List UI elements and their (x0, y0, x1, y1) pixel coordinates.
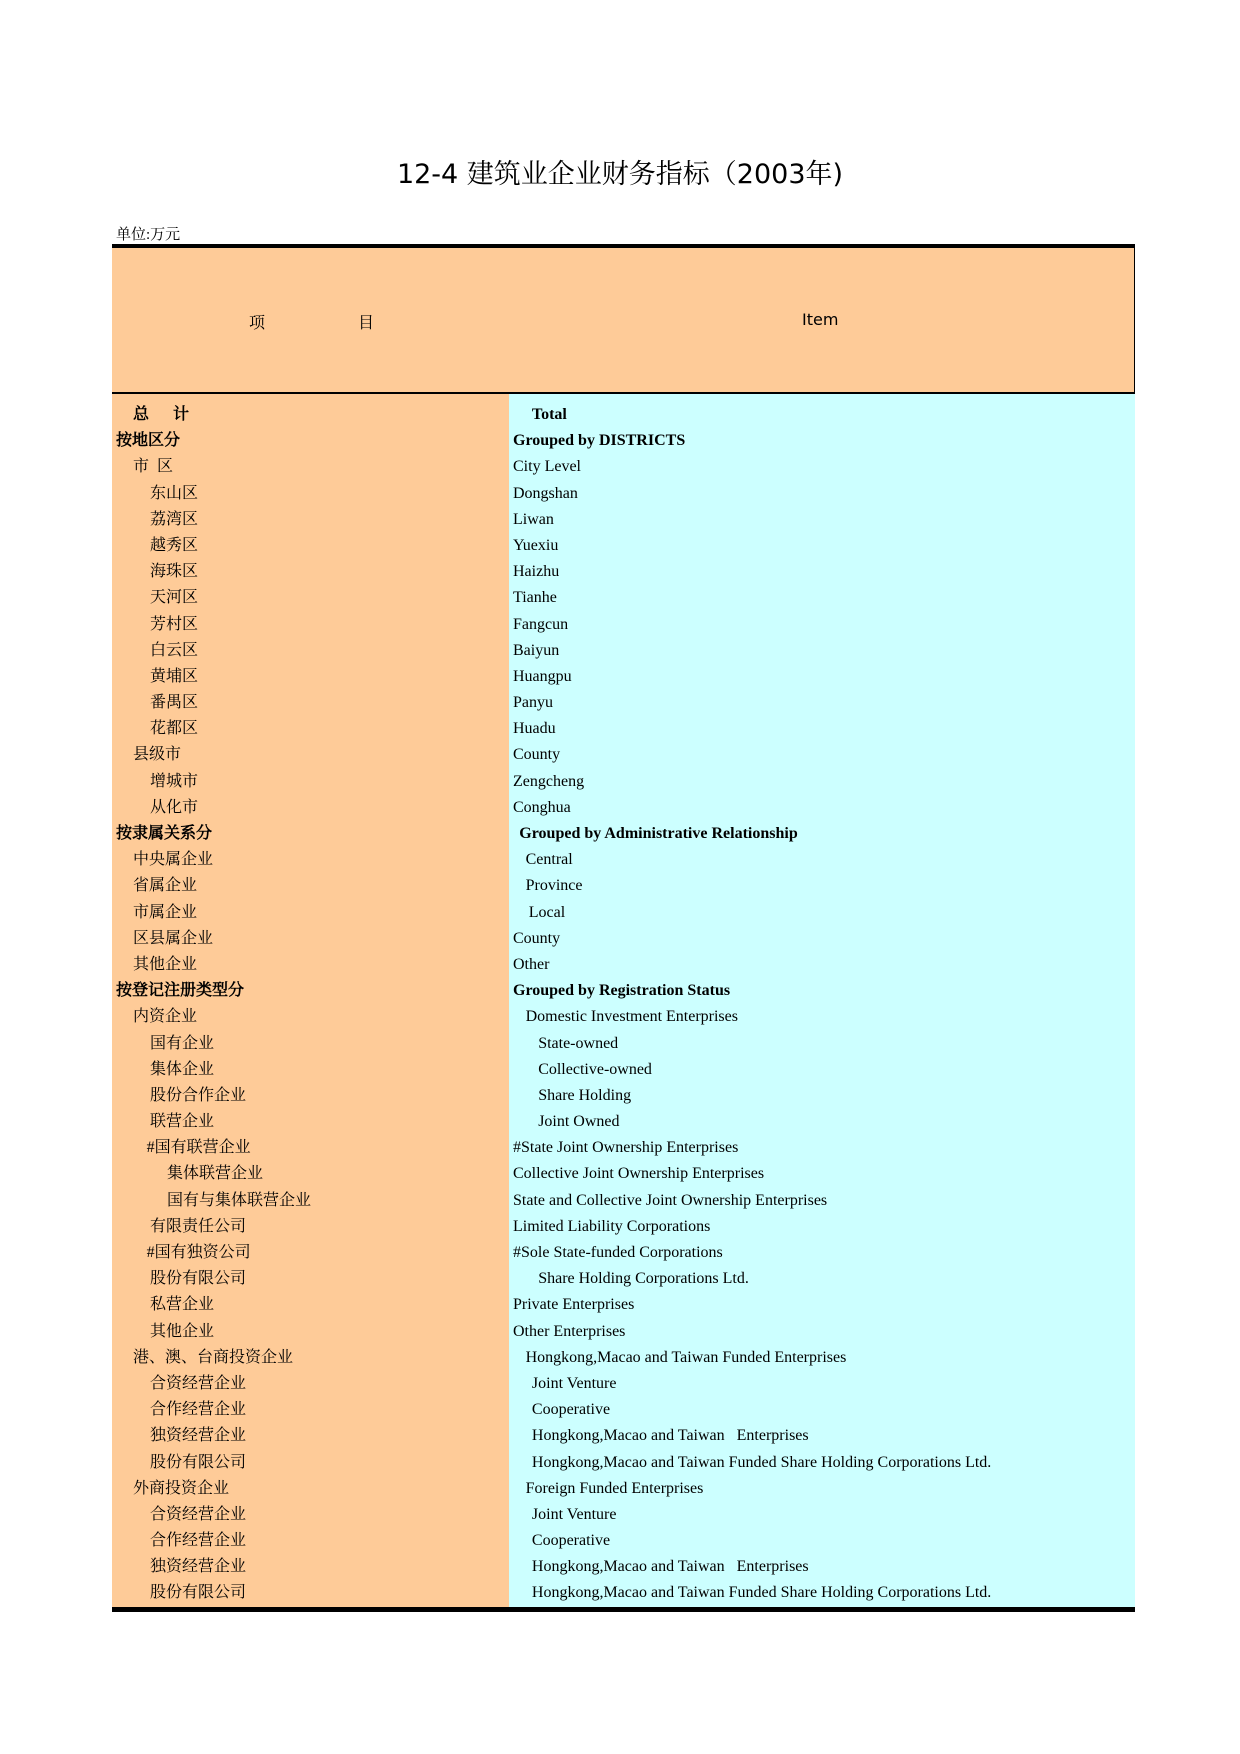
row-label-en: #State Joint Ownership Enterprises (513, 1139, 739, 1157)
row-label-cn: 东山区 (150, 484, 199, 502)
row-label-en: Other (513, 955, 550, 973)
row-label-cn: 按地区分 (116, 432, 181, 450)
row-label-en: City Level (513, 458, 581, 476)
row-label-cn: 国有企业 (150, 1034, 215, 1052)
row-label-cn: 市 区 (133, 458, 174, 476)
row-label-cn: 合资经营企业 (150, 1505, 247, 1523)
row-label-en: County (513, 929, 561, 947)
row-label-en: Joint Venture (531, 1505, 617, 1523)
row-label-en: Panyu (513, 694, 553, 712)
row-label-cn: 中央属企业 (133, 851, 214, 869)
row-label-en: #Sole State-funded Corporations (513, 1244, 723, 1261)
row-label-cn: 独资经营企业 (150, 1558, 247, 1576)
row-label-en: County (513, 746, 561, 764)
row-label-en: Huangpu (513, 667, 572, 685)
row-label-cn: 合资经营企业 (150, 1374, 247, 1392)
row-label-cn: 从化市 (150, 798, 199, 816)
row-label-cn: 番禺区 (150, 694, 199, 712)
row-label-en: Hongkong,Macao and Taiwan Enterprises (531, 1427, 809, 1445)
row-label-cn: 按登记注册类型分 (116, 982, 245, 1000)
table-body (112, 394, 1135, 1607)
row-label-en: Cooperative (531, 1532, 611, 1550)
row-label-cn: 外商投资企业 (133, 1479, 230, 1497)
row-label-cn: 联营企业 (150, 1113, 215, 1131)
row-label-en: Grouped by DISTRICTS (513, 432, 686, 450)
row-label-en: Zengcheng (513, 772, 585, 790)
row-label-en: Tianhe (513, 589, 557, 607)
row-label-en: Huadu (513, 720, 556, 738)
row-label-cn: 增城市 (150, 772, 199, 790)
row-label-cn: #国有独资公司 (146, 1244, 251, 1261)
row-label-cn: 私营企业 (150, 1296, 215, 1314)
row-label-en: Liwan (513, 510, 554, 528)
row-label-cn: 合作经营企业 (150, 1401, 247, 1419)
row-label-en: Share Holding Corporations Ltd. (538, 1270, 749, 1288)
english-column (509, 402, 1135, 1607)
row-label-en: Cooperative (531, 1401, 611, 1419)
row-label-en: State and Collective Joint Ownership Enterprises (513, 1191, 828, 1209)
row-label-en: Domestic Investment Enterprises (525, 1008, 738, 1026)
row-label-en: Private Enterprises (513, 1296, 635, 1314)
row-label-en: Dongshan (513, 484, 578, 502)
row-label-en: Central (525, 851, 573, 869)
row-label-en: Haizhu (513, 563, 560, 581)
row-label-cn: 国有与集体联营企业 (167, 1191, 312, 1209)
row-label-cn: 荔湾区 (150, 510, 199, 528)
row-label-cn: 港、澳、台商投资企业 (133, 1348, 294, 1366)
row-label-en: Hongkong,Macao and Taiwan Funded Enterprises (525, 1348, 847, 1366)
row-label-cn: 黄埔区 (150, 667, 199, 685)
header-cn-item: 项 (249, 315, 266, 332)
row-label-cn: 省属企业 (133, 877, 198, 895)
row-label-cn: 股份有限公司 (150, 1270, 247, 1288)
header-cn-mu: 目 (358, 315, 375, 332)
row-label-en: Total (531, 406, 567, 423)
row-label-cn: 区县属企业 (133, 929, 214, 947)
row-label-cn: 市属企业 (133, 903, 198, 921)
row-label-en: Yuexiu (513, 536, 559, 554)
table-bottom-rule (112, 1607, 1135, 1612)
row-label-cn: 集体联营企业 (167, 1165, 264, 1183)
row-label-en: Collective Joint Ownership Enterprises (513, 1165, 765, 1183)
row-label-en: Other Enterprises (513, 1322, 626, 1340)
row-label-en: State-owned (538, 1034, 619, 1052)
row-label-en: Foreign Funded Enterprises (525, 1479, 704, 1497)
row-label-cn: 芳村区 (150, 615, 199, 633)
row-label-en: Hongkong,Macao and Taiwan Enterprises (531, 1558, 809, 1576)
header-en-item: Item (802, 310, 839, 329)
row-label-en: Share Holding (538, 1086, 632, 1104)
row-label-cn: #国有联营企业 (146, 1139, 251, 1157)
row-label-cn: 白云区 (150, 641, 199, 659)
chinese-column (112, 402, 509, 1607)
row-label-en: Province (525, 877, 583, 895)
row-label-cn: 海珠区 (150, 563, 199, 581)
indicator-table (112, 244, 1135, 1612)
row-label-en: Conghua (513, 798, 571, 816)
row-label-en: Hongkong,Macao and Taiwan Funded Share Holding Corporations Ltd. (531, 1453, 992, 1471)
unit-label: 单位:万元 (116, 227, 181, 243)
row-label-en: Limited Liability Corporations (513, 1217, 711, 1235)
row-label-cn: 股份合作企业 (150, 1086, 247, 1104)
row-label-en: Joint Owned (538, 1113, 620, 1131)
row-label-cn: 总 计 (133, 406, 190, 423)
row-label-en: Baiyun (513, 641, 560, 659)
row-label-cn: 其他企业 (150, 1322, 215, 1340)
row-label-en: Local (528, 903, 566, 921)
row-label-cn: 其他企业 (133, 955, 198, 973)
row-label-cn: 独资经营企业 (150, 1427, 247, 1445)
row-label-en: Grouped by Administrative Relationship (519, 825, 798, 842)
row-label-en: Hongkong,Macao and Taiwan Funded Share Holding Corporations Ltd. (531, 1584, 992, 1602)
row-label-cn: 股份有限公司 (150, 1453, 247, 1471)
row-label-cn: 内资企业 (133, 1008, 198, 1026)
row-label-en: Collective-owned (538, 1060, 652, 1078)
row-label-cn: 集体企业 (150, 1060, 215, 1078)
row-label-cn: 天河区 (150, 589, 199, 607)
row-label-cn: 花都区 (150, 720, 199, 738)
row-label-cn: 合作经营企业 (150, 1532, 247, 1550)
row-label-en: Fangcun (513, 615, 569, 633)
table-header (112, 248, 1135, 392)
row-label-cn: 越秀区 (150, 536, 199, 554)
row-label-en: Joint Venture (531, 1374, 617, 1392)
row-label-cn: 股份有限公司 (150, 1584, 247, 1602)
row-label-cn: 有限责任公司 (150, 1217, 247, 1235)
row-label-cn: 县级市 (133, 746, 182, 764)
row-label-en: Grouped by Registration Status (513, 982, 731, 1000)
row-label-cn: 按隶属关系分 (116, 825, 213, 842)
page-title: 12-4 建筑业企业财务指标（2003年) (396, 159, 844, 190)
